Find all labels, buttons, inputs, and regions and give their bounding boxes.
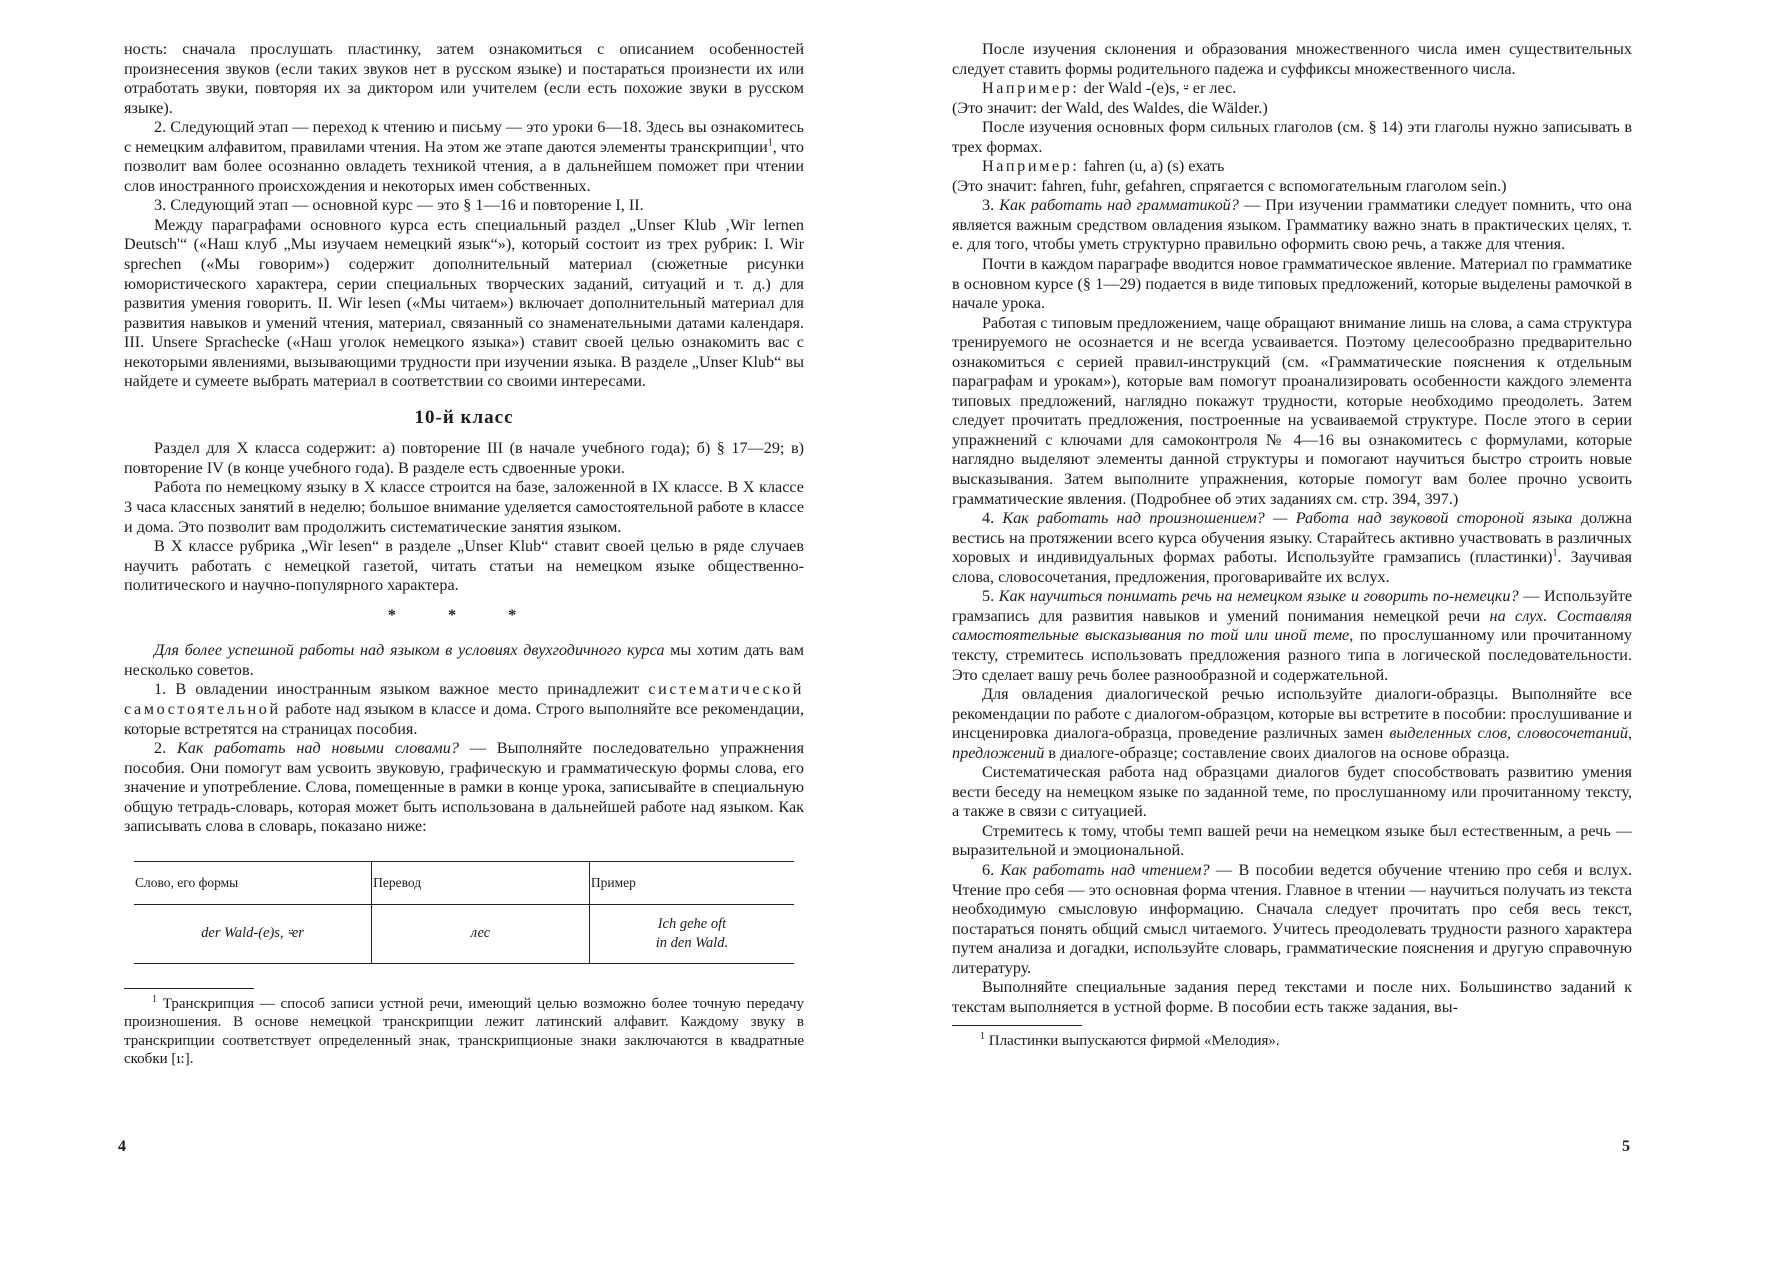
left-para-5: Работа по немецкому языку в X классе строится на базе, заложенной в IX классе. В X классе 3 часа классных занятий в неделю; большое внимание уделяется самостоятельной работе в классе и дома. Это позволит вам продолжить систематические занятия языком. xyxy=(124,478,804,536)
footnote-divider xyxy=(124,988,254,989)
right-para-5: (Это значит: fahren, fuhr, gefahren, спрягается с вспомогательным глаголом sein.) xyxy=(952,176,1507,195)
table-header-row xyxy=(134,861,794,904)
left-para-1: 2. Следующий этап — переход к чтению и письму — это уроки 6—18. Здесь вы ознакомитесь с немецким алфавитом, правилами чтения. На этом же этапе даются элементы транскрипции$^1$, что позволит вам более осознанно овладеть техникой чтения, а в дальнейшем поможет при чтении слов иностранного происхождения и некоторых имен собственных. xyxy=(124,118,804,195)
section-heading: 10-й класс xyxy=(414,406,514,428)
right-para-0: После изучения склонения и образования множественного числа имен существительных следует ставить формы родительного падежа и суффиксы множественного числа. xyxy=(952,40,1632,78)
right-para-3: После изучения основных форм сильных глаголов (см. § 14) эти глаголы нужно записывать в трех формах. xyxy=(952,118,1632,156)
table-header-translation: Перевод xyxy=(372,861,590,904)
table-cell-example: Ich gehe oft in den Wald. xyxy=(589,904,794,963)
left-para-6: В X классе рубрика „Wir lesen“ в разделе „Unser Klub“ ставит своей целью в ряде случаев научить работать с немецкой газетой, читать статьи на немецком языке общественно-политического и научно-популярного характера. xyxy=(124,537,804,595)
left-para-7: Для более успешной работы над языком в условиях двухгодичного курса мы хотим дать вам несколько советов. xyxy=(124,641,804,679)
right-para-13: Стремитесь к тому, чтобы темп вашей речи на немецком языке был естественным, а речь — выразительной и эмоциональной. xyxy=(952,821,1632,860)
left-footnote: $^1$ Транскрипция — способ записи устной речи, имеющий целью возможно более точную передачу произношения. В основе немецкой транскрипции лежит латинский алфавит. Каждому звуку в транскрипции соответствует определенный знак, транскрипционые знаки заключаются в квадратные скобки [ı:]. xyxy=(124,993,804,1068)
left-para-2: 3. Следующий этап — основной курс — это § 1—16 и повторение I, II. xyxy=(154,196,644,215)
left-para-0: ность: сначала прослушать пластинку, затем ознакомиться с описанием особенностей произнесения звуков (если таких звуков нет в русском языке) и постараться произнести их или отработать звуки, повторяя их за диктором или учителем (если есть похожие звуки в русском языке). xyxy=(124,40,804,117)
right-para-1: Например: der Wald -(e)s, ⸚ er лес. xyxy=(982,79,1237,98)
right-para-4: Например: fahren (u, a) (s) ехать xyxy=(982,157,1225,176)
right-para-14: 6. Как работать над чтением? — В пособии ведется обучение чтению про себя и вслух. Чтение про себя — это основная форма чтения. Главное в чтении — научиться получать из текста необходимую смысловую информацию. Сначала следует прочитать про себя весь текст, постараться понять общий смысл читаемого. Учитесь преодолевать трудности разного характера путем анализа и догадки, используйте словарь, грамматические пояснения и другую справочную литературу. xyxy=(952,860,1632,977)
footnote-ref: 1 xyxy=(767,137,773,149)
table-cell-word: der Wald-(e)s, ⸚er xyxy=(134,904,372,963)
table-row xyxy=(134,904,794,963)
section-divider-stars: * * * xyxy=(387,605,541,624)
left-page xyxy=(124,40,804,1069)
right-page-number: 5 xyxy=(1622,1138,1630,1155)
right-para-8: Работая с типовым предложением, чаще обращают внимание лишь на слова, а сама структура тренируемого не осознается и не всегда усваивается. Поэтому целесообразно предварительно ознакомиться с серией правил-инструкций (см. «Грамматические пояснения к отдельным параграфам и урокам»), которые вам помогут проанализировать особенности каждого элемента типовых предложений, наглядно покажут трудности, которые необходимо преодолеть. Затем следует прочитать предложения, построенные на усваиваемой структуре. После этого в серии упражнений с ключами для самоконтроля № 4—16 вы ознакомитесь с формулами, которые наглядно выделяют элементы данной структуры и помогают научиться быстро строить новые высказывания. Затем выполните упражнения, которые помогут вам более прочно усвоить грамматические явления. (Подробнее об этих заданиях см. стр. 394, 397.) xyxy=(952,313,1632,508)
footnote-divider xyxy=(952,1025,1082,1026)
right-para-9: 4. Как работать над произношением? — Работа над звуковой стороной языка должна вестись на протяжении всего курса обучения языку. Старайтесь активно участвовать в различных хоровых и индивидуальных формах работы. Используйте грамзапись (пластинки)$^1$. Заучивая слова, словосочетания, предложения, проговаривайте их вслух. xyxy=(952,509,1632,586)
table-header-word: Слово, его формы xyxy=(134,861,372,904)
right-para-6: 3. Как работать над грамматикой? — При изучении грамматики следует помнить, что она является важным средством овладения языком. Грамматику важно знать в практических целях, т. е. для того, чтобы уметь структурно правильно оформить свою речь, а также для чтения. xyxy=(952,196,1632,254)
left-para-3: Между параграфами основного курса есть специальный раздел „Unser Klub ‚Wir lernen Deutsch'“ («Наш клуб „Мы изучаем немецкий язык“»), который состоит из трех рубрик: I. Wir sprechen («Мы говорим») содержит дополнительный материал (сюжетные рисунки юмористического характера, серии специальных творческих заданий, ситуаций и т. д.) для развития умения говорить. II. Wir lesen («Мы читаем») включает дополнительный материал для развития навыков и умений чтения, материал, связанный со знаменательными датами календаря. III. Unsere Sprachecke («Наш уголок немецкого языка») ставит своей целью ознакомить вас с некоторыми явлениями, вызывающими трудности при изучении языка. В разделе „Unser Klub“ вы найдете и сумеете выбрать материал в соответствии со своими интересами. xyxy=(124,215,804,391)
left-para-8: 1. В овладении иностранным языком важное место принадлежит систематической самостоятельной работе над языком в классе и дома. Строго выполняйте все рекомендации, которые встретятся на страницах пособия. xyxy=(124,680,804,738)
right-para-12: Систематическая работа над образцами диалогов будет способствовать развитию умения вести беседу на немецком языке по заданной теме, по прослушанному или прочитанному тексту, а также в связи с ситуацией. xyxy=(952,763,1632,821)
vocabulary-table xyxy=(134,861,794,964)
right-para-2: (Это значит: der Wald, des Waldes, die Wälder.) xyxy=(952,98,1268,117)
table-header-example: Пример xyxy=(589,861,794,904)
table-cell-translation: лес xyxy=(372,904,590,963)
left-para-4: Раздел для X класса содержит: а) повторение III (в начале учебного года); б) § 17—29; в) повторение IV (в конце учебного года). В разделе есть сдвоенные уроки. xyxy=(124,439,804,477)
right-para-11: Для овладения диалогической речью используйте диалоги-образцы. Выполняйте все рекомендации по работе с диалогом-образцом, которые вы встретите в пособии: прослушивание и инсценировка диалога-образца, проведение различных замен выделенных слов, словосочетаний, предложений в диалоге-образце; составление своих диалогов на основе образца. xyxy=(952,685,1633,762)
footnote-ref: 1 xyxy=(1552,547,1558,559)
left-page-number: 4 xyxy=(118,1138,126,1155)
left-para-9: 2. Как работать над новыми словами? — Выполняйте последовательно упражнения пособия. Они помогут вам усвоить звуковую, графическую и грамматическую формы слова, его значение и употребление. Слова, помещенные в рамки в конце урока, записывайте в специальную общую тетрадь-словарь, которая может быть использована в дальнейшей работе над языком. Как записывать слова в словарь, показано ниже: xyxy=(124,739,805,836)
right-para-10: 5. Как научиться понимать речь на немецком языке и говорить по-немецки? — Используйте грамзапись для развития навыков и умений понимания немецкой речи на слух. Составляя самостоятельные высказывания по той или иной теме, по прослушанному или прочитанному тексту, стремитесь использовать предложения разного типа в логической последовательности. Это сделает вашу речь более разнообразной и содержательной. xyxy=(952,587,1632,684)
right-footnote: $^1$ Пластинки выпускаются фирмой «Мелодия». xyxy=(980,1031,1280,1050)
right-para-15: Выполняйте специальные задания перед текстами и после них. Большинство заданий к текстам выполняется в устной форме. В пособии есть также задания, вы- xyxy=(952,978,1632,1016)
right-para-7: Почти в каждом параграфе вводится новое грамматическое явление. Материал по грамматике в основном курсе (§ 1—29) подается в виде типовых предложений, которые выделены рамочкой в начале урока. xyxy=(952,255,1632,313)
right-page xyxy=(952,40,1632,1051)
